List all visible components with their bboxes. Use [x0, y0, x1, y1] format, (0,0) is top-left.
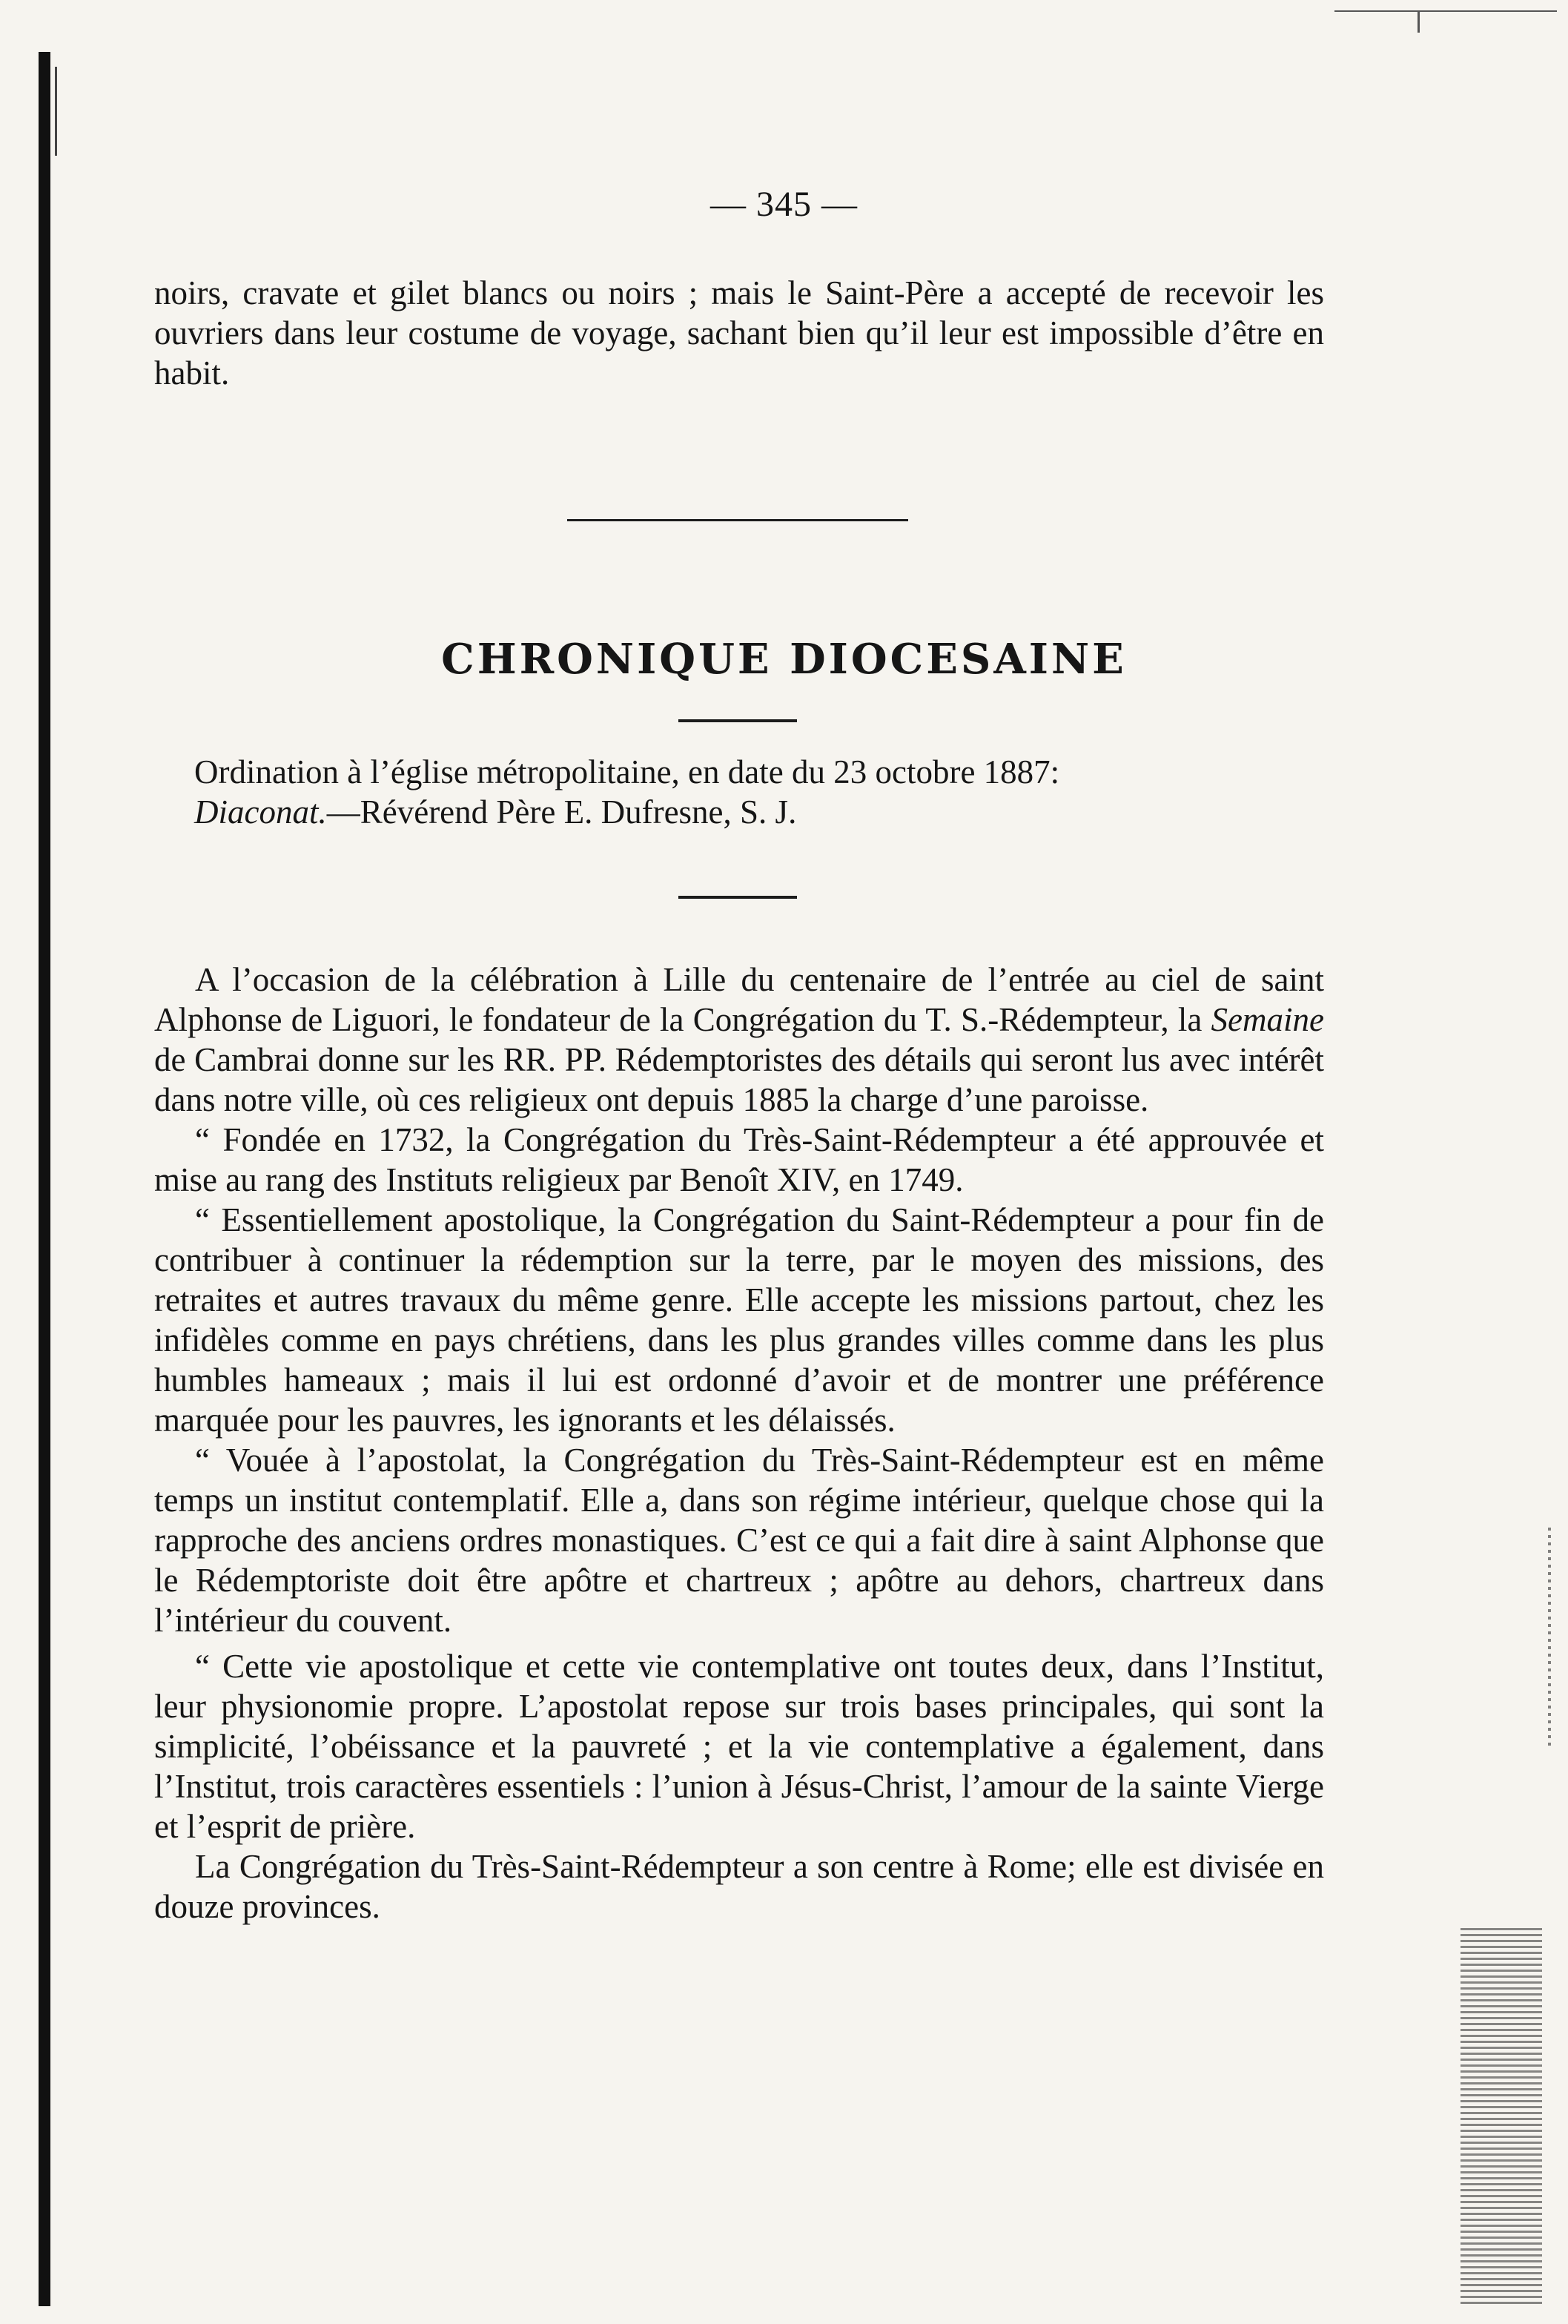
ordination-notice — [194, 752, 1321, 832]
section-title: CHRONIQUE DIOCESAINE — [441, 635, 1127, 684]
article-body — [154, 960, 1324, 1927]
paragraph-1-end: de Cambrai donne sur les RR. PP. Rédemptoristes des détails qui seront lus avec intérêt dans notre ville, où ces religieux ont depuis 1885 la charge d’une paroisse. — [154, 1041, 1324, 1118]
ordination-label: Diaconat. — [194, 793, 327, 831]
section-divider — [567, 519, 908, 521]
scan-left-edge — [39, 52, 50, 2306]
ordination-divider — [678, 896, 797, 899]
scan-top-tick — [1418, 10, 1420, 33]
scan-left-edge-mark — [55, 67, 57, 156]
intro-paragraph — [154, 273, 1324, 393]
paragraph-1 — [154, 960, 1324, 1120]
paragraph-4: “ Vouée à l’apostolat, la Congrégation du Très-Saint-Rédempteur est en même temps un institut contemplatif. Elle a, dans son régime intérieur, quelque chose qui la rapproche des anciens ordres monastiques. C’est ce qui a fait dire à saint Alphonse que le Rédemptoriste doit être apôtre et chartreux ; apôtre au dehors, chartreux dans l’intérieur du couvent. — [154, 1442, 1324, 1639]
scan-top-rule — [1334, 10, 1557, 12]
paragraph-6: La Congrégation du Très-Saint-Rédempteur a son centre à Rome; elle est divisée en douze provinces. — [154, 1848, 1324, 1925]
paragraph-2: “ Fondée en 1732, la Congrégation du Très-Saint-Rédempteur a été approuvée et mise au rang des Instituts religieux par Benoît XIV, en 1749. — [154, 1121, 1324, 1198]
scan-right-edge-marks — [1548, 1528, 1551, 1750]
paragraph-1-start: A l’occasion de la célébration à Lille du centenaire de l’entrée au ciel de saint Alphonse de Liguori, le fondateur de la Congrégation du T. S.-Rédempteur, la — [154, 961, 1324, 1038]
scan-right-edge — [1461, 1928, 1542, 2306]
page-number: — 345 — — [710, 185, 858, 224]
intro-text: noirs, cravate et gilet blancs ou noirs ; mais le Saint-Père a accepté de recevoir les ouvriers dans leur costume de voyage, sachant bien qu’il leur est impossible d’être en habit. — [154, 274, 1324, 392]
title-underline — [678, 719, 797, 722]
paragraph-3: “ Essentiellement apostolique, la Congrégation du Saint-Rédempteur a pour fin de contribuer à continuer la rédemption sur la terre, par le moyen des missions, des retraites et autres travaux du même genre. Elle accepte les missions partout, chez les infidèles comme en pays chrétiens, dans les plus grandes villes comme dans les plus humbles hameaux ; mais il lui est ordonné d’avoir et de montrer une préférence marquée pour les pauvres, les ignorants et les délaissés. — [154, 1201, 1324, 1439]
paragraph-5: “ Cette vie apostolique et cette vie contemplative ont toutes deux, dans l’Institut, leur physionomie propre. L’apostolat repose sur trois bases principales, qui sont la simplicité, l’obéissance et la pauvreté ; et la vie contemplative a également, dans l’Institut, trois caractères essentiels : l’union à Jésus-Christ, l’amour de la sainte Vierge et l’esprit de prière. — [154, 1648, 1324, 1845]
ordination-rest: —Révérend Père E. Dufresne, S. J. — [326, 793, 797, 831]
ordination-detail — [194, 792, 1321, 832]
ordination-line: Ordination à l’église métropolitaine, en date du 23 octobre 1887: — [194, 753, 1060, 790]
paragraph-1-italic: Semaine — [1211, 1001, 1324, 1038]
